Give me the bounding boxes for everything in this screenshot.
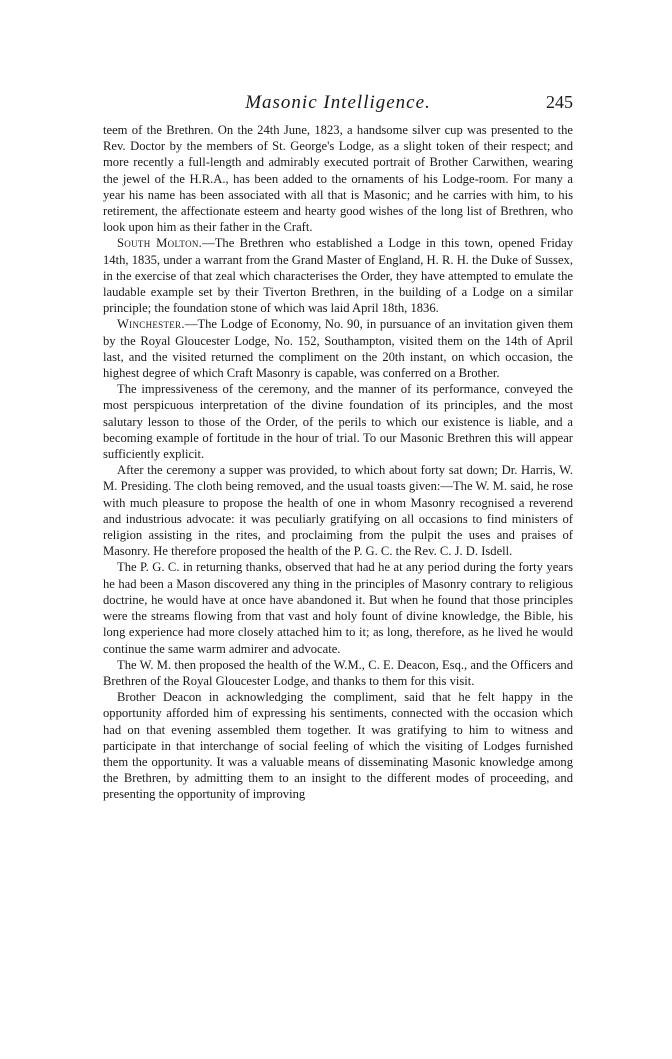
paragraph [103, 689, 573, 802]
paragraph-text: Brother Deacon in acknowledging the compliment, said that he felt happy in the opportunity afforded him of expressing his sentiments, connected with the occasion which had on that evening assembled them together. It was gratifying to him to witness and participate in that interchange of social feeling of which the visiting of Lodges furnished them the opportunity. It was a valuable means of disseminating Masonic knowledge among the Brethren, by admitting them to an insight to the different modes of proceeding, and presenting the opportunity of improving [103, 690, 573, 802]
paragraph-text: —The Brethren who established a Lodge in this town, opened Friday 14th, 1835, under a warrant from the Grand Master of England, H. R. H. the Duke of Sussex, in the exercise of that zeal which characterises the Order, they have attempted to emulate the laudable example set by their Tiverton Brethren, in the building of a Lodge on a similar principle; the foundation stone of which was laid April 18th, 1836. [103, 236, 574, 316]
paragraph [103, 462, 573, 559]
paragraph-text: The impressiveness of the ceremony, and the manner of its performance, conveyed the most perspicuous interpretation of the divine foundation of its principles, and the most salutary lesson to those of the Order, of the perils to which our existence is liable, and a becoming example of fortitude in the hour of trial. To our Masonic Brethren this will appear sufficiently explicit. [103, 382, 573, 462]
paragraph-text: The P. G. C. in returning thanks, observed that had he at any period during the forty years he had been a Mason discovered any thing in the principles of Masonry contrary to religious doctrine, he would have at once have abandoned it. But when he found that those principles were the streams flowing from that vast and holy fount of divine knowledge, the Bible, his long experience had more closely attached him to it; as long, therefore, as he lived he would continue the same warm admirer and advocate. [103, 560, 573, 656]
paragraph-text: teem of the Brethren. On the 24th June, 1823, a handsome silver cup was presented to the Rev. Doctor by the members of St. George's Lodge, as a slight token of their respect; and more recently a full-length and admirably executed portrait of Brother Carwithen, wearing the jewel of the H.R.A., has been added to the ornaments of his Lodge-room. For many a year his name has been associated with all that is Masonic; and he carries with him, to his retirement, the affectionate esteem and hearty good wishes of the long list of Brethren, who look upon him as their father in the Craft. [103, 123, 573, 235]
paragraph-text: —The Lodge of Economy, No. 90, in pursuance of an invitation given them by the Royal Gloucester Lodge, No. 152, Southampton, visited them on the 14th of April last, and the visited returned the compliment on the 20th instant, on which occasion, the highest degree of which Craft Masonry is capable, was conferred on a Brother. [103, 317, 573, 381]
paragraph [103, 316, 573, 381]
paragraph-text: The W. M. then proposed the health of the W.M., C. E. Deacon, Esq., and the Officers and Brethren of the Royal Gloucester Lodge, and thanks to them for this visit. [103, 657, 573, 688]
book-page [103, 92, 573, 803]
paragraph [103, 559, 573, 656]
paragraph [103, 657, 573, 689]
paragraph-lead: South Molton. [117, 236, 203, 251]
paragraph [103, 381, 573, 462]
paragraph-text: After the ceremony a supper was provided, to which about forty sat down; Dr. Harris, W. M. Presiding. The cloth being removed, and the usual toasts given:—The W. M. said, he rose with much pleasure to propose the health of one in whom Masonry recognised a reverend and industrious advocate: it was peculiarly gratifying on all occasions to find ministers of religion assisting in the rites, and proclaiming from the pulpit the uses and praises of Masonry. He therefore proposed the health of the P. G. C. the Rev. C. J. D. Isdell. [103, 463, 573, 559]
page-number: 245 [546, 92, 573, 112]
paragraph-lead: Winchester. [117, 317, 185, 332]
page-header [103, 92, 573, 122]
article-body [103, 122, 573, 803]
running-title: Masonic Intelligence. [245, 92, 431, 113]
paragraph [103, 235, 573, 316]
paragraph [103, 122, 573, 235]
